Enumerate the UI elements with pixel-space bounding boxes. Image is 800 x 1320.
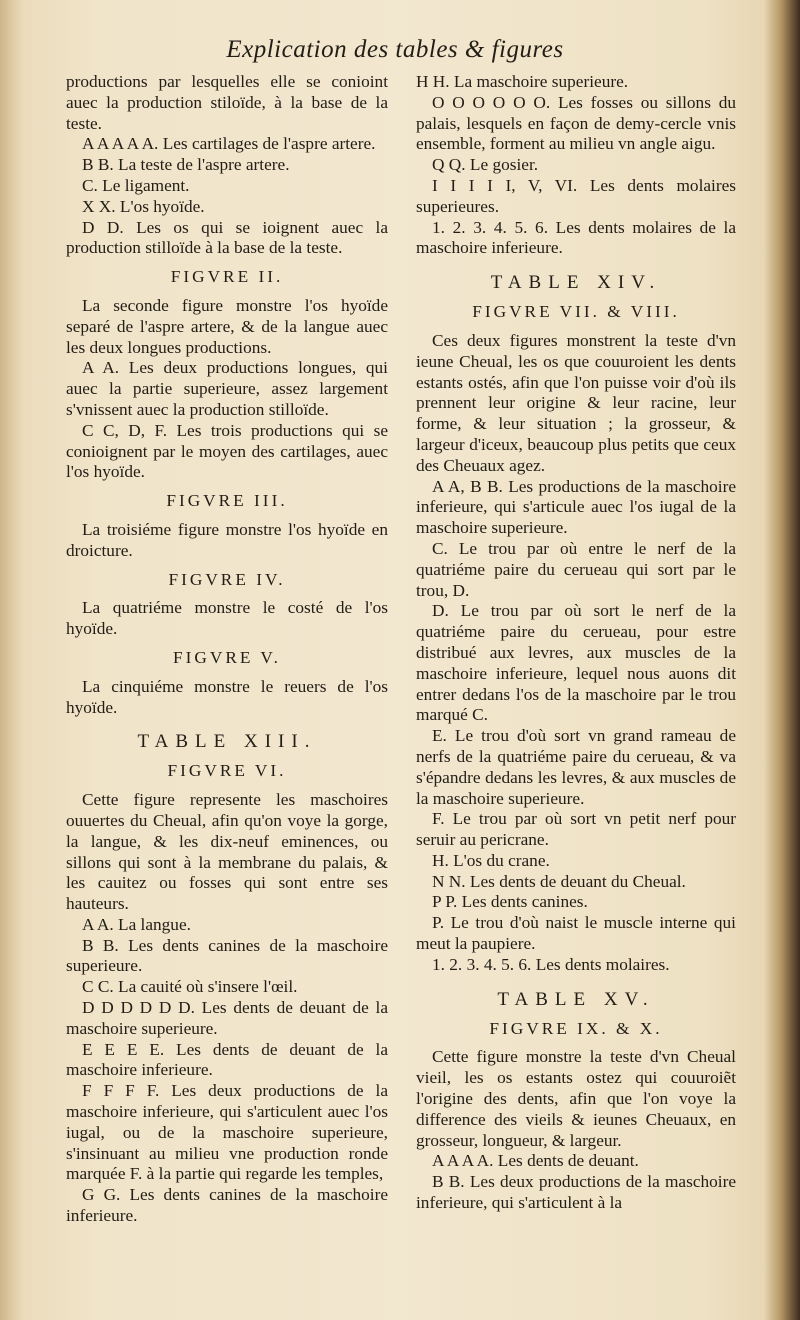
text-paragraph: A A, B B. Les productions de la maschoire inferieure, qui s'articule auec l'os iugal de la maschoire superieure. bbox=[416, 476, 736, 538]
text-paragraph: A A. La langue. bbox=[82, 914, 191, 934]
table-heading: TABLE XIII. bbox=[137, 731, 317, 753]
text-paragraph: E E E E. Les dents de deuant de la maschoire inferieure. bbox=[66, 1039, 388, 1080]
text-paragraph: G G. Les dents canines de la maschoire inferieure. bbox=[66, 1185, 388, 1226]
text-paragraph: B B. Les deux productions de la maschoire inferieure, qui s'articulent à la bbox=[416, 1172, 736, 1213]
text-paragraph: C. Le ligament. bbox=[82, 175, 190, 195]
table-heading: TABLE XIV. bbox=[490, 272, 662, 294]
text-paragraph: C C, D, F. Les trois productions qui se conioignent par le moyen des cartilages, auec l'os hyoïde. bbox=[66, 420, 388, 482]
text-paragraph: Cette figure represente les maschoires ouuertes du Cheual, afin qu'on voye la gorge, la langue, & les dix-neuf eminences, ou sillons qui sont à la membrane du palais, & les cauitez ou fosses qui sont entre ses hauteurs. bbox=[66, 790, 388, 914]
figure-heading: FIGVRE V. bbox=[173, 647, 281, 667]
text-paragraph: F. Le trou par où sort vn petit nerf pour seruir au pericrane. bbox=[416, 809, 736, 850]
text-paragraph: Ces deux figures monstrent la teste d'vn ieune Cheual, les os que couuroient les dents estants ostés, afin que l'on puisse voir d'où ils prennent leur origine & leur racine, leur forme, & leur situation ; la grosseur, & largeur d'iceux, beaucoup plus petits que ceux des Cheuaux agez. bbox=[416, 330, 736, 475]
text-paragraph: Q Q. Le gosier. bbox=[432, 155, 539, 175]
text-paragraph: C. Le trou par où entre le nerf de la quatriéme paire du cerueau qui sort par le trou, D. bbox=[416, 538, 736, 600]
figure-heading: FIGVRE II. bbox=[170, 267, 284, 287]
figure-heading: FIGVRE IX. & X. bbox=[489, 1018, 663, 1038]
text-paragraph: 1. 2. 3. 4. 5. 6. Les dents molaires de la maschoire inferieure. bbox=[416, 217, 736, 258]
text-paragraph: O O O O O O. Les fosses ou sillons du palais, lesquels en façon de demy-cercle vnis ensemble, forment au milieu vn angle aigu. bbox=[416, 92, 736, 154]
text-paragraph: La seconde figure monstre l'os hyoïde separé de l'aspre artere, & de la langue auec les deux longues productions. bbox=[66, 295, 388, 357]
figure-heading: FIGVRE IV. bbox=[168, 569, 286, 589]
text-paragraph: H. L'os du crane. bbox=[432, 850, 550, 870]
text-paragraph: La troisiéme figure monstre l'os hyoïde en droicture. bbox=[66, 519, 388, 560]
right-text-column bbox=[416, 72, 736, 1214]
page-gutter-shadow bbox=[0, 0, 24, 1320]
figure-heading: FIGVRE VI. bbox=[167, 761, 287, 781]
text-paragraph: 1. 2. 3. 4. 5. 6. Les dents molaires. bbox=[432, 954, 670, 974]
text-paragraph: La quatriéme monstre le costé de l'os hyoïde. bbox=[66, 598, 388, 639]
text-paragraph: D. Le trou par où sort le nerf de la quatriéme paire du cerueau, pour estre distribué aux levres, aux muscles de la maschoire inferieure, lequel nous auons dit entrer dedans l'os de la maschoire par le trou marqué C. bbox=[416, 601, 736, 725]
left-text-column bbox=[66, 72, 388, 1227]
text-paragraph: Cette figure monstre la teste d'vn Cheual vieil, les os estants ostez qui couuroiẽt l'origine des dents, afin que l'on voye la difference des vieils & ieunes Cheuaux, en grosseur, longueur, & largeur. bbox=[416, 1047, 736, 1150]
text-paragraph: I I I I I, V, VI. Les dents molaires superieures. bbox=[416, 175, 736, 216]
text-paragraph: F F F F. Les deux productions de la maschoire inferieure, qui s'articulent auec l'os iugal, ou de la maschoire superieure, s'insinuant au milieu vne production ronde marquée F. à la partie qui regarde les temples, bbox=[66, 1081, 388, 1184]
text-paragraph: H H. La maschoire superieure. bbox=[416, 72, 629, 91]
text-paragraph: B B. Les dents canines de la maschoire superieure. bbox=[66, 935, 388, 976]
text-paragraph: A A A A A. Les cartilages de l'aspre artere. bbox=[82, 134, 376, 154]
text-paragraph: E. Le trou d'où sort vn grand rameau de nerfs de la quatriéme paire du cerueau, & va s'épandre dedans les levres, & aux muscles de la maschoire superieure. bbox=[416, 726, 736, 808]
page-edge-shadow bbox=[764, 0, 800, 1320]
text-paragraph: A A A A. Les dents de deuant. bbox=[432, 1151, 639, 1171]
running-head: Explication des tables & figures bbox=[226, 36, 564, 63]
text-paragraph: P. Le trou d'où naist le muscle interne qui meut la paupiere. bbox=[416, 913, 736, 954]
text-paragraph: P P. Les dents canines. bbox=[432, 892, 588, 912]
text-paragraph: A A. Les deux productions longues, qui auec la partie superieure, assez largement s'vnissent auec la production stilloïde. bbox=[66, 358, 388, 419]
text-paragraph: D D D D D D. Les dents de deuant de la maschoire superieure. bbox=[66, 998, 388, 1038]
figure-heading: FIGVRE III. bbox=[166, 491, 288, 511]
text-paragraph: N N. Les dents de deuant du Cheual. bbox=[432, 871, 686, 891]
text-paragraph: La cinquiéme monstre le reuers de l'os hyoïde. bbox=[66, 676, 388, 717]
figure-heading: FIGVRE VII. & VIII. bbox=[472, 302, 680, 322]
text-paragraph: B B. La teste de l'aspre artere. bbox=[82, 155, 290, 175]
text-paragraph: productions par lesquelles elle se conioint auec la production stiloïde, à la base de la teste. bbox=[66, 72, 388, 133]
text-paragraph: C C. La cauité où s'insere l'œil. bbox=[82, 977, 298, 997]
table-heading: TABLE XV. bbox=[497, 988, 655, 1010]
text-paragraph: D D. Les os qui se ioignent auec la production stilloïde à la base de la teste. bbox=[66, 217, 388, 258]
text-paragraph: X X. L'os hyoïde. bbox=[82, 196, 205, 216]
